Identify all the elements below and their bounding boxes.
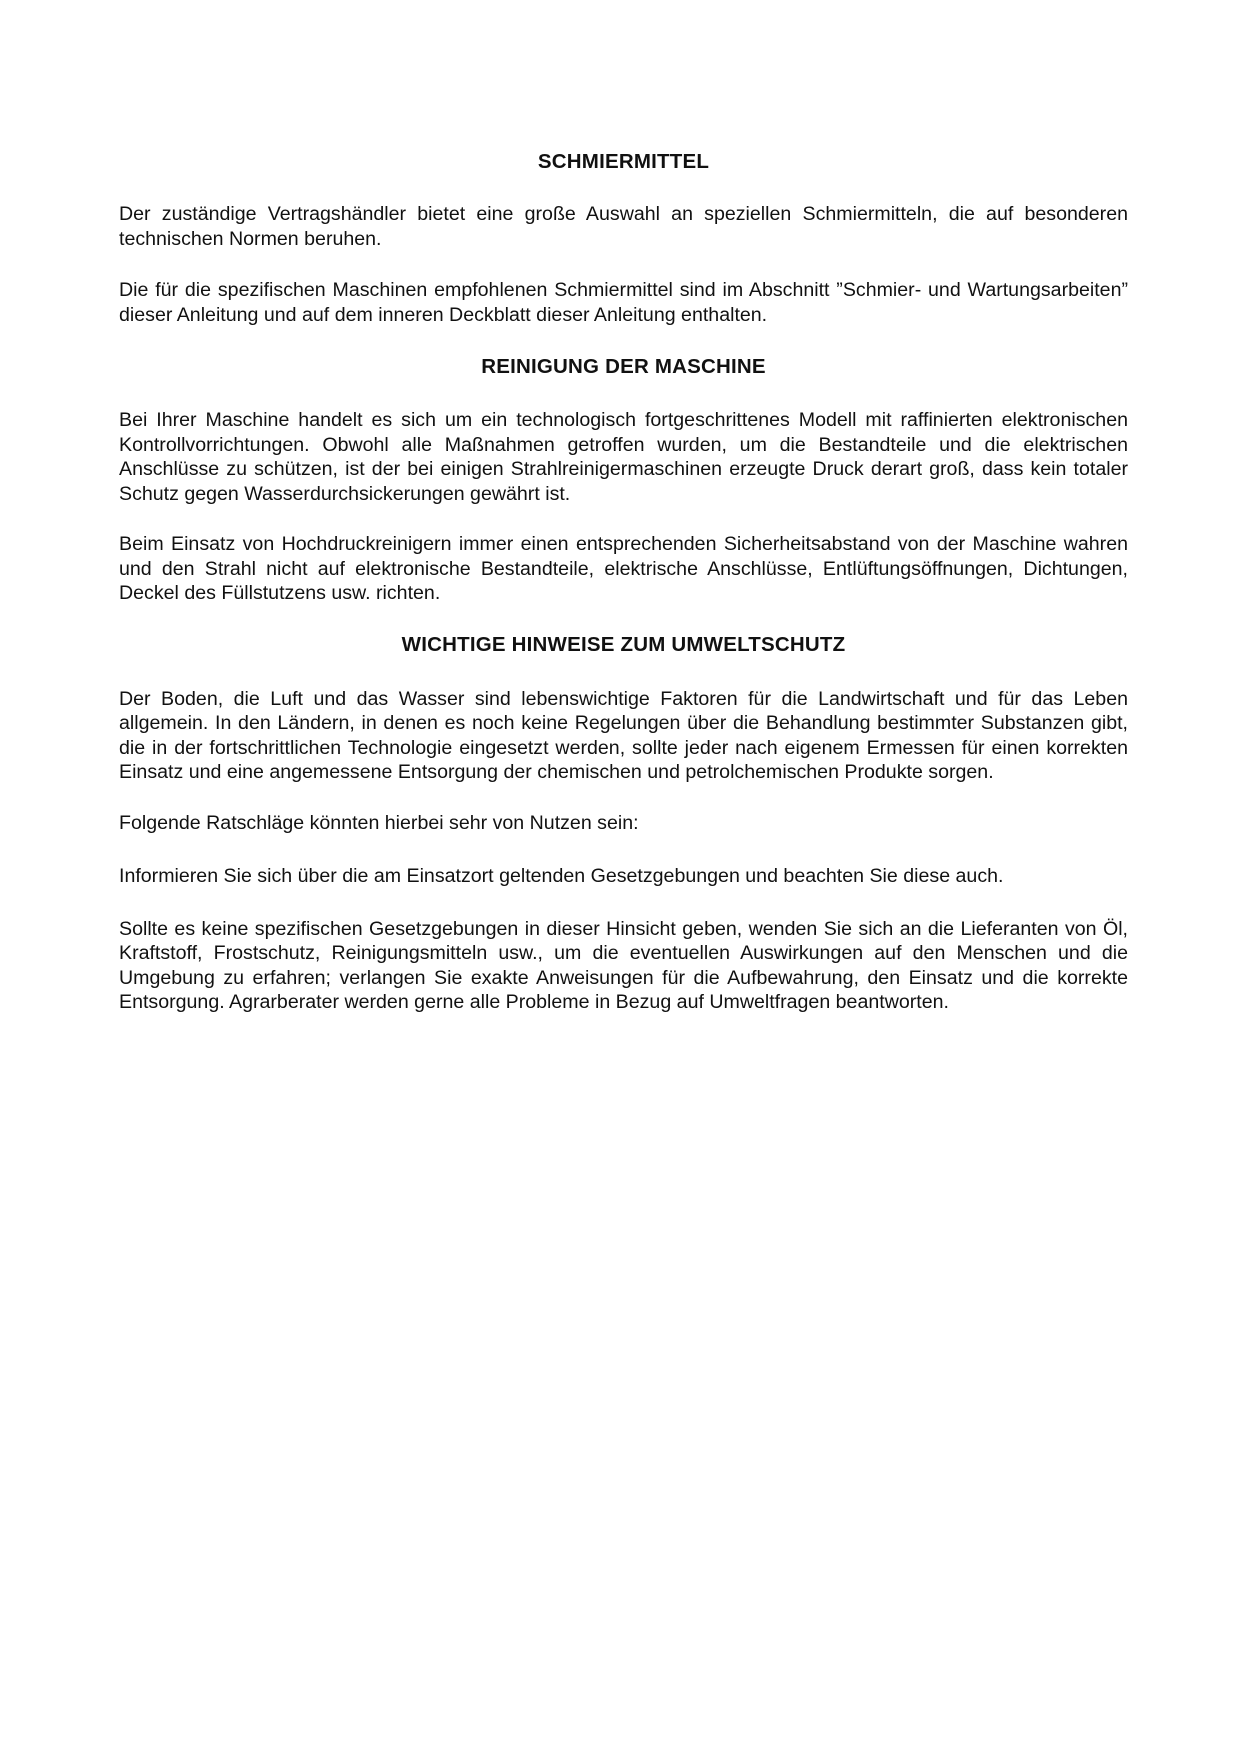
paragraph-lubricants-dealer: Der zuständige Vertragshändler bietet eine große Auswahl an speziellen Schmiermitteln, die auf besonderen technischen Normen beruhen. (119, 203, 1128, 250)
paragraph-cleaning-high-pressure: Beim Einsatz von Hochdruckreinigern immer einen entsprechenden Sicherheitsabstand von der Maschine wahren und den Strahl nicht auf elektronische Bestandteile, elektrische Anschlüsse, Entlüftungsöffnungen, Dichtungen, Deckel des Füllstutzens usw. richten. (119, 533, 1128, 604)
section-heading-machine-cleaning: REINIGUNG DER MASCHINE (481, 355, 766, 378)
paragraph-environment-advice-intro: Folgende Ratschläge könnten hierbei sehr von Nutzen sein: (119, 811, 639, 834)
paragraph-lubricants-recommended: Die für die spezifischen Maschinen empfohlenen Schmiermittel sind im Abschnitt ”Schmier- und Wartungsarbeiten” dieser Anleitung und auf dem inneren Deckblatt dieser Anleitung enthalten. (119, 279, 1128, 326)
paragraph-cleaning-electronics: Bei Ihrer Maschine handelt es sich um ein technologisch fortgeschrittenes Modell mit raffinierten elektronischen Kontrollvorrichtungen. Obwohl alle Maßnahmen getroffen wurden, um die Bestandteile und die elektrischen Anschlüsse zu schützen, ist der bei einigen Strahlreinigermaschinen erzeugte Druck derart groß, dass kein totaler Schutz gegen Wasserdurchsickerungen gewährt ist. (119, 409, 1128, 505)
document-page (119, 148, 1128, 1015)
section-heading-lubricants: SCHMIERMITTEL (537, 150, 710, 173)
paragraph-environment-factors: Der Boden, die Luft und das Wasser sind lebenswichtige Faktoren für die Landwirtschaft und für das Leben allgemein. In den Ländern, in denen es noch keine Regelungen über die Behandlung bestimmter Substanzen gibt, die in der fortschrittlichen Technologie eingesetzt werden, sollte jeder nach eigenem Ermessen für einen korrekten Einsatz und eine angemessene Entsorgung der chemischen und petrolchemischen Produkte sorgen. (119, 687, 1128, 783)
paragraph-environment-suppliers: Sollte es keine spezifischen Gesetzgebungen in dieser Hinsicht geben, wenden Sie sich an die Lieferanten von Öl, Kraftstoff, Frostschutz, Reinigungsmitteln usw., um die eventuellen Auswirkungen auf den Menschen und die Umgebung zu erfahren; verlangen Sie exakte Anweisungen für die Aufbewahrung, den Einsatz und die korrekte Entsorgung. Agrarberater werden gerne alle Probleme in Bezug auf Umweltfragen beantworten. (119, 917, 1128, 1013)
section-heading-environment: WICHTIGE HINWEISE ZUM UMWELTSCHUTZ (401, 632, 846, 656)
paragraph-environment-legislation: Informieren Sie sich über die am Einsatzort geltenden Gesetzgebungen und beachten Sie diese auch. (119, 865, 1004, 887)
